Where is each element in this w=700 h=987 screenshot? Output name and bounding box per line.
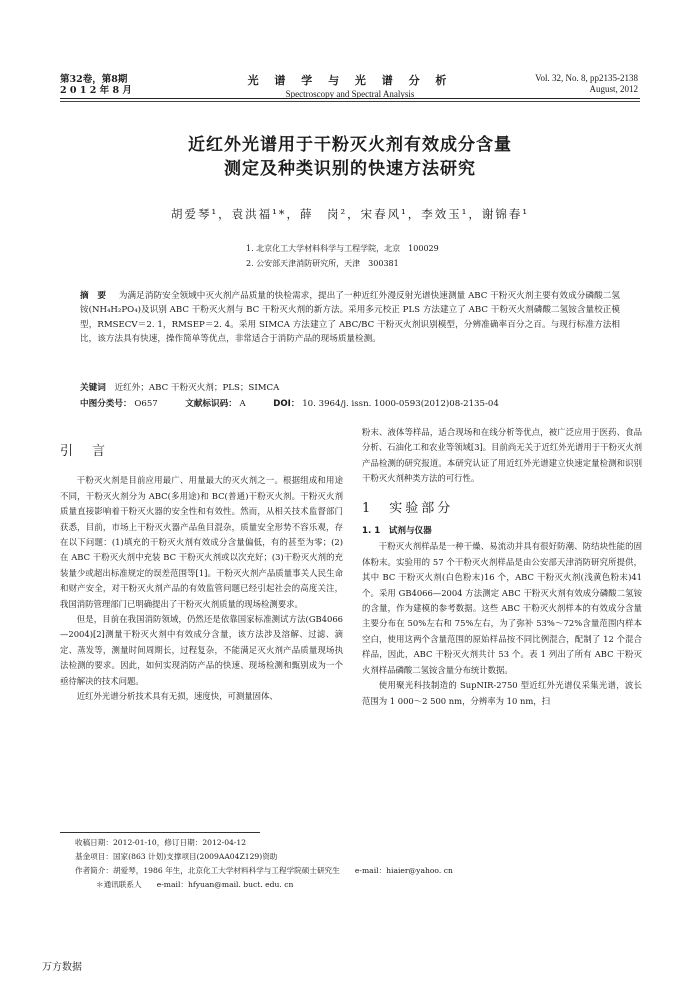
header-year-month: 2 0 1 2 年 8 月 [60,85,132,96]
footnote-received: 收稿日期：2012-01-10，修订日期：2012-04-12 [75,838,247,847]
keywords-text: 近红外；ABC 干粉灭火剂；PLS；SIMCA [114,383,280,393]
intro-paragraph-1: 干粉灭火剂是目前应用最广、用量最大的灭火剂之一。根据组成和用途不同，干粉灭火剂分为 ABC(多用途)和 BC(普通)干粉灭火剂。干粉灭火剂质量直接影响着干粉灭火器的安全性和有效性。然而，从相关技术监督部门获悉，目前，市场上干粉灭火器产品鱼目混杂，质量安全形势不容乐观，存在以下问题：(1)填充的干粉灭火剂有效成分含量偏低，有的甚至为零；(2)在 ABC 干粉灭火剂中充装 BC 干粉灭火剂或以次充好；(3)干粉灭火剂的充装量少或超出标准规定的误差范围等[1]。干粉灭火剂产品质量事关人民生命和财产安全，对干粉灭火剂产品的有效监管问题已经引起社会的高度关注，我国消防管理部门已明确提出了干粉灭火剂质量的现场检测要求。 [60,475,343,609]
abstract [80,289,620,346]
affiliation-1: 1. 北京化工大学材料科学与工程学院，北京 100029 [246,244,439,253]
abstract-label: 摘 要 [80,291,106,301]
experimental-paragraph-2: 使用聚光科技制造的 SupNIR-2750 型近红外光谱仪采集光谱，波长范围为 1 000～2 500 nm，分辨率为 10 nm，扫 [362,680,642,706]
header-volume-en-block [535,73,638,95]
doc-code-label: 文献标识码： [185,399,237,409]
left-column [60,444,343,705]
header-rule-thin [60,101,640,102]
footnote-fund: 基金项目：国家(863 计划)支撑项目(2009AA04Z129)资助 [75,852,278,861]
paper-title-line1: 近红外光谱用于干粉灭火剂有效成分含量 [188,135,512,155]
author-list: 胡爱琴¹，袁洪福¹*，薛 岗²，宋春风¹，李效玉¹，谢锦春¹ [171,207,529,221]
right-column [362,425,642,709]
intro-paragraph-2: 但是，目前在我国消防领域，仍然还是依靠国家标准测试方法(GB4066—2004)[2]测量干粉灭火剂中有效成分含量，该方法涉及溶解、过滤、滴定、蒸发等，测量时间周期长，过程复杂，不能满足灭火剂产品质量现场执法检测的要求。因此，如何实现消防产品的快速、现场检测和甄别成为一个亟待解决的技术问题。 [60,614,343,686]
intro-paragraph-continued: 粉末、液体等样品，适合现场和在线分析等优点，被广泛应用于医药、食品分析、石油化工和农业等领域[3]。目前尚无关于近红外光谱用于干粉灭火剂产品检测的研究报道。本研究认证了用近红外光谱建立快速定量检测和识别干粉灭火剂种类方法的可行性。 [362,427,642,484]
header-volume-en: Vol. 32, No. 8, pp2135-2138 [535,73,638,83]
doc-code: A [239,399,246,409]
header-volume: 第32卷，第8期 [60,74,128,85]
section-experimental-heading: 1 实验部分 [362,500,454,516]
footer-watermark: 万方数据 [42,962,82,973]
clc-label: 中图分类号： [80,399,132,409]
clc-code: O657 [134,399,158,409]
header-date-en: August, 2012 [589,84,638,94]
footnote-rule [60,832,260,833]
affiliation-2: 2. 公安部天津消防研究所，天津 300381 [246,259,399,268]
abstract-text: 为满足消防安全领域中灭火剂产品质量的快检需求，提出了一种近红外漫反射光谱快速测量 ABC 干粉灭火剂主要有效成分磷酸二氢铵(NH₄H₂PO₄)及识别 ABC 干粉灭火剂与 BC 干粉灭火剂的新方法。采用多元校正 PLS 方法建立了 ABC 干粉灭火剂磷酸二氢铵含量校正模型，RMSECV＝2. 1，RMSEP＝2. 4。采用 SIMCA 方法建立了 ABC/BC 干粉灭火剂识别模型，分辨准确率百分之百。与现行标准方法相比，该方法具有快速，操作简单等优点，非常适合于消防产品的现场质量检测。 [80,291,620,344]
intro-paragraph-3: 近红外光谱分析技术具有无损，速度快，可测量固体、 [76,691,278,702]
keywords-label: 关键词 [80,383,106,393]
section-introduction-heading: 引 言 [60,444,109,459]
experimental-paragraph-1: 干粉灭火剂样品是一种干燥、易流动并具有很好防潮、防结块性能的固体粉末。实验用的 57 个干粉灭火剂样品是由公安部天津消防研究所提供，其中 BC 干粉灭火剂(白色粉末)16 个，ABC 干粉灭火剂(浅黄色粉末)41 个。采用 GB4066—2004 方法测定 ABC 干粉灭火剂有效成分磷酸二氢铵的含量，作为建模的参考数据。这些 ABC 干粉灭火剂样本的有效成分含量主要分布在 50%左右和 75%左右，为了弥补 53%～72%含量范围内样本空白，使用这两个含量范围的原始样品按不同比例混合，配制了 12 个混合样品，因此，ABC 干粉灭火剂共计 53 个。表 1 列出了所有 ABC 干粉灭火剂样品磷酸二氢铵含量分布统计数据。 [362,541,642,675]
doi-value: 10. 3964/j. issn. 1000-0593(2012)08-2135-04 [302,399,499,409]
header-rule [60,98,640,99]
subsection-reagents-heading: 1. 1 试剂与仪器 [362,526,432,537]
doi-label: DOI： [273,399,300,409]
journal-name-cn: 光 谱 学 与 光 谱 分 析 [247,74,453,87]
footnote-author-bio: 作者简介：胡爱琴，1986 年生，北京化工大学材料科学与工程学院硕士研究生 e-mail：hiaier@yahoo. cn [75,866,453,875]
classification-line [80,397,620,409]
keywords [80,381,620,393]
paper-title-line2: 测定及种类识别的快速方法研究 [224,159,476,179]
footnote-contact: ＊通讯联系人 e-mail：hfyuan@mail. buct. edu. cn [96,880,294,889]
journal-name-en: Spectroscopy and Spectral Analysis [285,89,415,99]
